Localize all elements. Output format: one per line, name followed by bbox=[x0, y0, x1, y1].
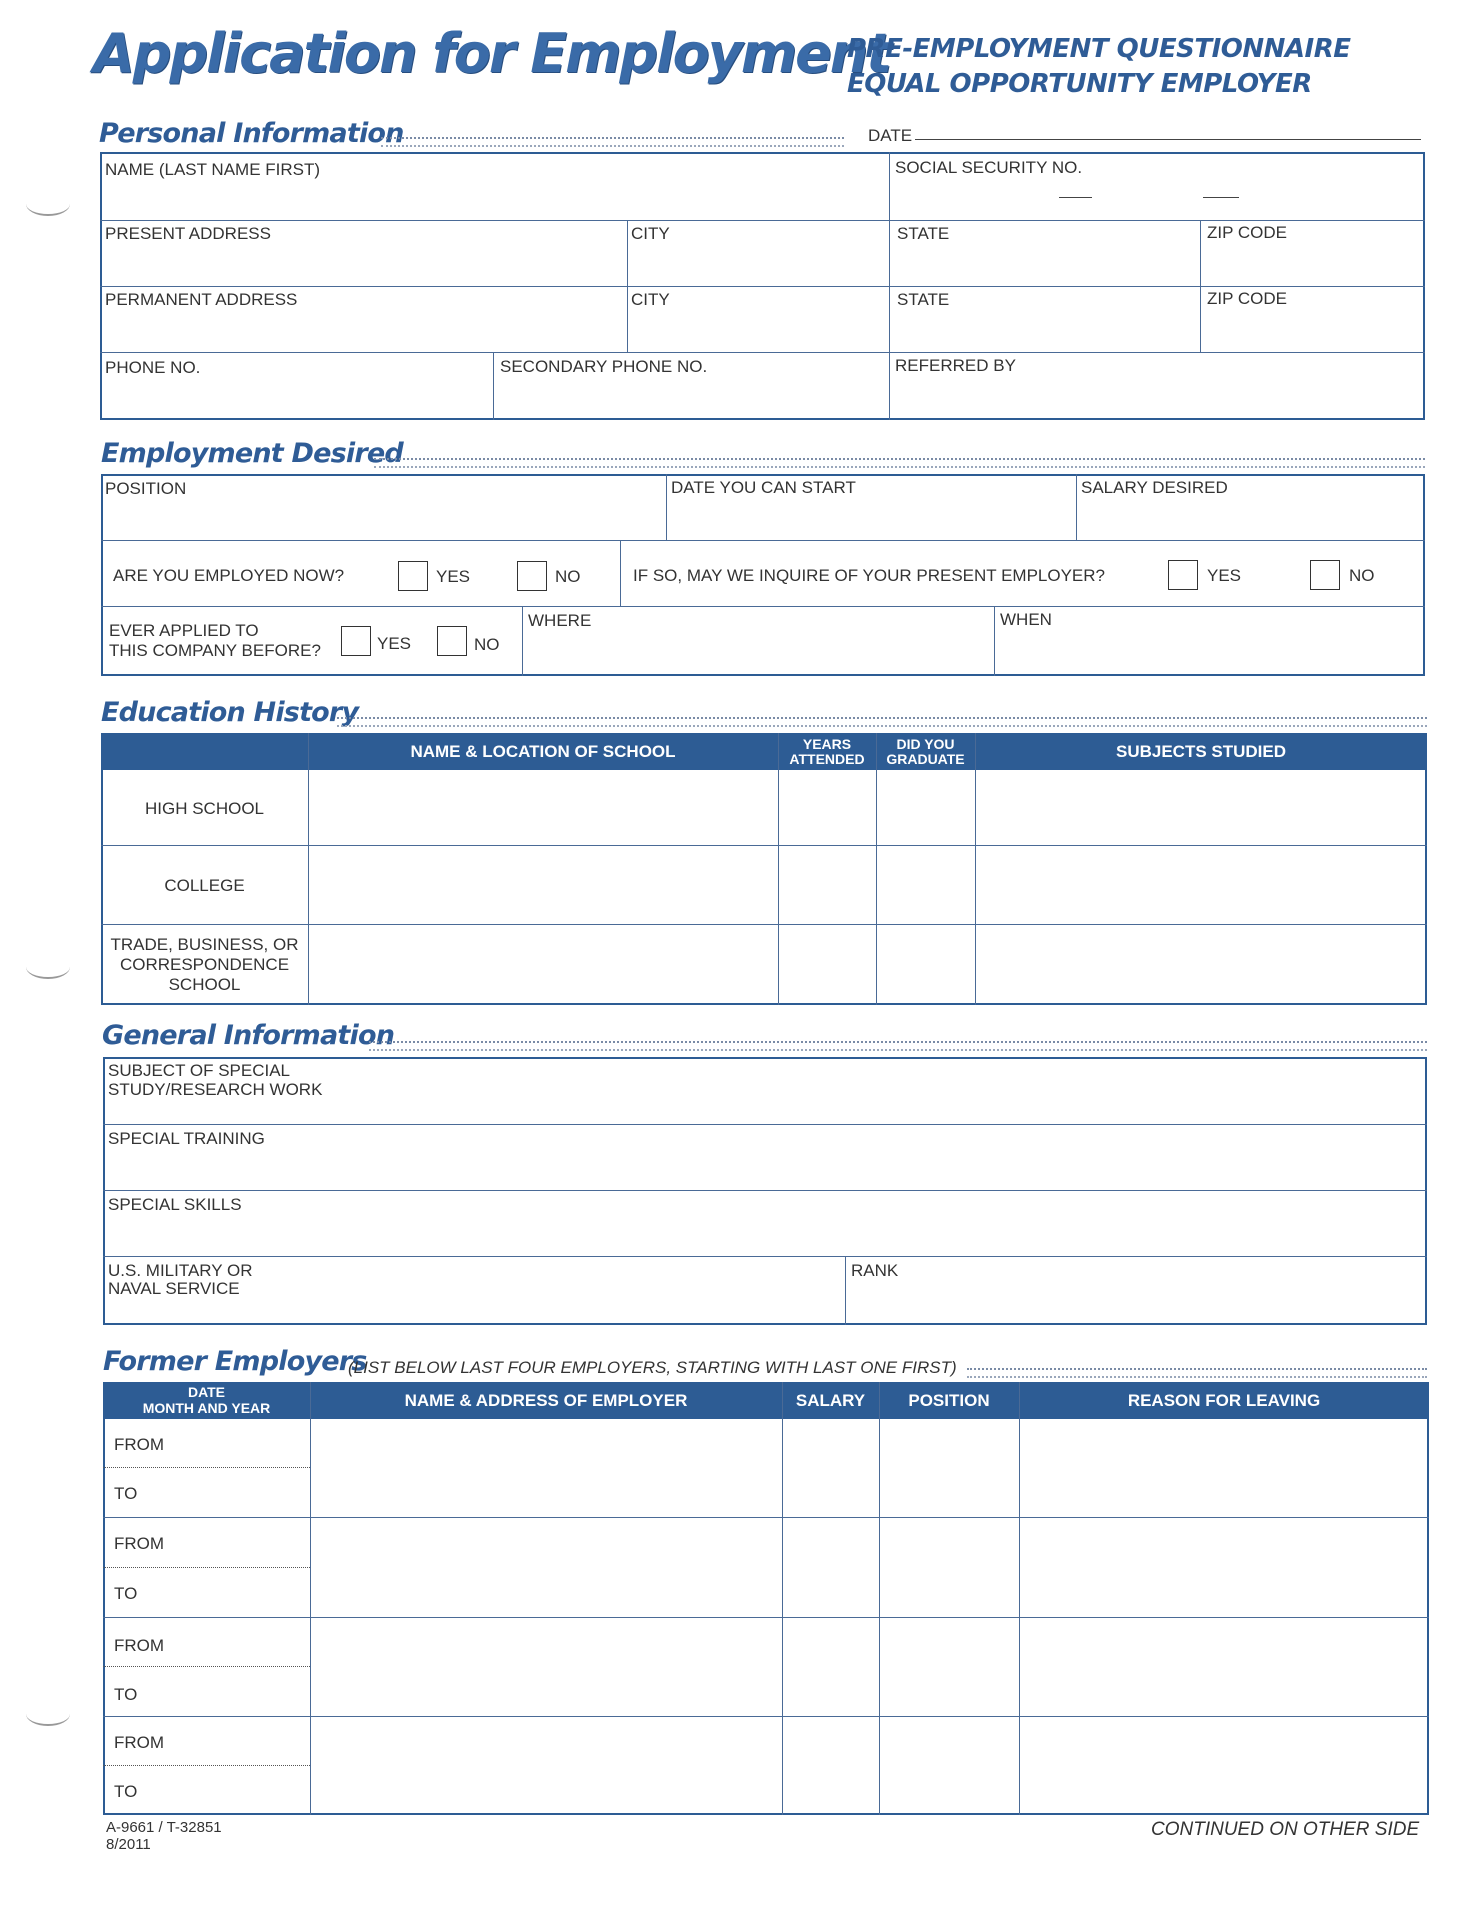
permanent-address-field[interactable] bbox=[102, 310, 625, 350]
military-label-1: U.S. MILITARY OR bbox=[108, 1261, 253, 1280]
subtitle-eeo: EQUAL OPPORTUNITY EMPLOYER bbox=[847, 69, 1312, 99]
permanent-state-label: STATE bbox=[897, 290, 950, 309]
row-divider bbox=[101, 924, 1427, 925]
row-divider bbox=[101, 540, 1425, 541]
start-date-field[interactable] bbox=[669, 500, 1074, 538]
row-label-college: COLLEGE bbox=[164, 876, 245, 895]
permanent-zip-field[interactable] bbox=[1203, 310, 1422, 350]
column-divider bbox=[845, 1256, 846, 1325]
row-divider bbox=[103, 1617, 1429, 1618]
heading-rule bbox=[374, 458, 1425, 468]
row-divider bbox=[103, 1190, 1427, 1191]
present-city-label: CITY bbox=[631, 224, 670, 243]
row-divider bbox=[103, 1716, 1429, 1717]
date-field[interactable] bbox=[915, 139, 1421, 140]
present-zip-field[interactable] bbox=[1203, 244, 1422, 284]
secondary-phone-field[interactable] bbox=[496, 378, 887, 418]
row-label-trade-3: SCHOOL bbox=[168, 975, 241, 994]
form-date: 8/2011 bbox=[106, 1836, 151, 1853]
row-divider bbox=[103, 1124, 1427, 1125]
col-header-position: POSITION bbox=[908, 1391, 990, 1410]
inquire-employer-label: IF SO, MAY WE INQUIRE OF YOUR PRESENT EMPLOYER? bbox=[633, 566, 1105, 585]
row-divider bbox=[100, 352, 1425, 353]
employed-yes-label: YES bbox=[436, 567, 471, 586]
inquire-yes-label: YES bbox=[1207, 566, 1242, 585]
name-field-label: NAME (LAST NAME FIRST) bbox=[105, 160, 321, 179]
name-field[interactable] bbox=[102, 180, 887, 218]
row-label-trade-2: CORRESPONDENCE bbox=[119, 955, 290, 974]
column-divider bbox=[522, 606, 523, 676]
phone-label: PHONE NO. bbox=[105, 358, 201, 377]
row-divider bbox=[103, 1517, 1429, 1518]
special-study-label-1: SUBJECT OF SPECIAL bbox=[108, 1061, 291, 1080]
heading-rule bbox=[369, 1041, 1427, 1051]
military-label-2: NAVAL SERVICE bbox=[108, 1279, 240, 1298]
column-divider bbox=[666, 474, 667, 540]
employer-2-to-label: TO bbox=[114, 1584, 138, 1603]
permanent-state-field[interactable] bbox=[892, 310, 1198, 350]
applied-before-label-line1: EVER APPLIED TO bbox=[109, 621, 259, 640]
date-label: DATE bbox=[868, 126, 913, 145]
employed-yes-checkbox[interactable] bbox=[398, 561, 428, 591]
row-label-trade-1: TRADE, BUSINESS, OR bbox=[110, 935, 299, 954]
ssn-field[interactable] bbox=[892, 178, 1422, 218]
inquire-no-checkbox[interactable] bbox=[1310, 560, 1340, 590]
inquire-yes-checkbox[interactable] bbox=[1168, 560, 1198, 590]
col-header-employer: NAME & ADDRESS OF EMPLOYER bbox=[404, 1391, 688, 1410]
column-divider bbox=[310, 1382, 311, 1815]
special-training-field[interactable] bbox=[106, 1150, 1424, 1188]
rank-label: RANK bbox=[851, 1261, 899, 1280]
applied-no-label: NO bbox=[474, 635, 500, 654]
special-training-label: SPECIAL TRAINING bbox=[108, 1129, 265, 1148]
start-date-label: DATE YOU CAN START bbox=[671, 478, 856, 497]
col-header-school: NAME & LOCATION OF SCHOOL bbox=[410, 742, 676, 761]
phone-field[interactable] bbox=[102, 378, 491, 418]
row-divider bbox=[100, 286, 1425, 287]
applied-before-label-line2: THIS COMPANY BEFORE? bbox=[109, 641, 321, 660]
applied-yes-checkbox[interactable] bbox=[341, 626, 371, 656]
heading-rule bbox=[337, 717, 1427, 727]
when-field[interactable] bbox=[997, 632, 1422, 674]
column-divider bbox=[994, 606, 995, 676]
col-header-date-1: DATE bbox=[187, 1384, 226, 1400]
continued-note: CONTINUED ON OTHER SIDE bbox=[1151, 1819, 1420, 1840]
present-state-field[interactable] bbox=[892, 244, 1198, 284]
section-heading-former: Former Employers bbox=[103, 1346, 367, 1377]
col-header-graduate-1: DID YOU bbox=[896, 736, 955, 752]
row-label-high-school: HIGH SCHOOL bbox=[144, 799, 265, 818]
employer-4-from-label: FROM bbox=[114, 1733, 165, 1752]
row-divider bbox=[101, 606, 1425, 607]
secondary-phone-label: SECONDARY PHONE NO. bbox=[500, 357, 708, 376]
row-divider bbox=[103, 1256, 1427, 1257]
from-to-divider bbox=[103, 1666, 310, 1667]
section-heading-employment: Employment Desired bbox=[101, 438, 403, 469]
employer-1-from-label: FROM bbox=[114, 1435, 165, 1454]
applied-yes-label: YES bbox=[377, 634, 412, 653]
column-divider bbox=[778, 733, 779, 1005]
employer-3-to-label: TO bbox=[114, 1685, 138, 1704]
from-to-divider bbox=[103, 1765, 310, 1766]
col-header-subjects: SUBJECTS STUDIED bbox=[1115, 742, 1287, 761]
present-address-field[interactable] bbox=[102, 244, 625, 284]
from-to-divider bbox=[103, 1467, 310, 1468]
column-divider bbox=[876, 733, 877, 1005]
ssn-field-label: SOCIAL SECURITY NO. bbox=[895, 158, 1083, 177]
column-divider bbox=[1200, 220, 1201, 352]
column-divider bbox=[889, 152, 890, 420]
section-heading-general: General Information bbox=[102, 1020, 395, 1051]
heading-rule bbox=[381, 137, 844, 147]
special-study-label-2: STUDY/RESEARCH WORK bbox=[108, 1080, 323, 1099]
referred-by-label: REFERRED BY bbox=[895, 356, 1016, 375]
rank-field[interactable] bbox=[848, 1282, 1424, 1323]
column-divider bbox=[493, 352, 494, 420]
column-divider bbox=[879, 1382, 880, 1815]
punch-hole-mark bbox=[26, 1702, 70, 1726]
employer-1-to-label: TO bbox=[114, 1484, 138, 1503]
from-to-divider bbox=[103, 1567, 310, 1568]
permanent-city-label: CITY bbox=[631, 290, 670, 309]
present-zip-label: ZIP CODE bbox=[1207, 223, 1287, 242]
page-title: Application for Employment bbox=[93, 22, 891, 85]
referred-by-field[interactable] bbox=[892, 378, 1422, 418]
col-header-graduate-2: GRADUATE bbox=[886, 751, 965, 767]
col-header-date-2: MONTH AND YEAR bbox=[142, 1400, 271, 1416]
permanent-address-label: PERMANENT ADDRESS bbox=[105, 290, 298, 309]
present-city-field[interactable] bbox=[630, 244, 887, 284]
column-divider bbox=[1076, 474, 1077, 540]
employer-2-from-label: FROM bbox=[114, 1534, 165, 1553]
position-field[interactable] bbox=[103, 500, 664, 538]
where-label: WHERE bbox=[528, 611, 592, 630]
employer-3-from-label: FROM bbox=[114, 1636, 165, 1655]
column-divider bbox=[975, 733, 976, 1005]
employer-4-to-label: TO bbox=[114, 1782, 138, 1801]
column-divider bbox=[1019, 1382, 1020, 1815]
applied-no-checkbox[interactable] bbox=[437, 626, 467, 656]
column-divider bbox=[782, 1382, 783, 1815]
former-employers-note: (LIST BELOW LAST FOUR EMPLOYERS, STARTING WITH LAST ONE FIRST) bbox=[348, 1358, 957, 1377]
column-divider bbox=[627, 220, 628, 352]
punch-hole-mark bbox=[26, 192, 70, 216]
col-header-salary: SALARY bbox=[795, 1391, 866, 1410]
salary-desired-label: SALARY DESIRED bbox=[1081, 478, 1228, 497]
present-state-label: STATE bbox=[897, 224, 950, 243]
subtitle-questionnaire: PRE-EMPLOYMENT QUESTIONNAIRE bbox=[847, 34, 1351, 64]
inquire-no-label: NO bbox=[1349, 566, 1375, 585]
heading-rule bbox=[967, 1368, 1427, 1378]
section-heading-personal: Personal Information bbox=[99, 118, 404, 149]
permanent-zip-label: ZIP CODE bbox=[1207, 289, 1287, 308]
employed-now-label: ARE YOU EMPLOYED NOW? bbox=[113, 566, 345, 585]
form-code: A-9661 / T-32851 bbox=[106, 1819, 222, 1836]
salary-desired-field[interactable] bbox=[1079, 500, 1422, 538]
employed-no-label: NO bbox=[555, 567, 581, 586]
col-header-reason: REASON FOR LEAVING bbox=[1127, 1391, 1321, 1410]
special-skills-field[interactable] bbox=[106, 1216, 1424, 1254]
column-divider bbox=[620, 540, 621, 606]
col-header-years-2: ATTENDED bbox=[789, 751, 865, 767]
row-divider bbox=[100, 220, 1425, 221]
col-header-years-1: YEARS bbox=[802, 736, 852, 752]
former-employers-table bbox=[103, 1382, 1429, 1815]
column-divider bbox=[308, 733, 309, 1005]
position-label: POSITION bbox=[105, 479, 187, 498]
permanent-city-field[interactable] bbox=[630, 310, 887, 350]
special-skills-label: SPECIAL SKILLS bbox=[108, 1195, 242, 1214]
present-address-label: PRESENT ADDRESS bbox=[105, 224, 271, 243]
section-heading-education: Education History bbox=[101, 697, 359, 728]
row-divider bbox=[101, 845, 1427, 846]
employed-no-checkbox[interactable] bbox=[517, 561, 547, 591]
where-field[interactable] bbox=[525, 632, 992, 674]
punch-hole-mark bbox=[26, 955, 70, 979]
when-label: WHEN bbox=[1000, 610, 1052, 629]
